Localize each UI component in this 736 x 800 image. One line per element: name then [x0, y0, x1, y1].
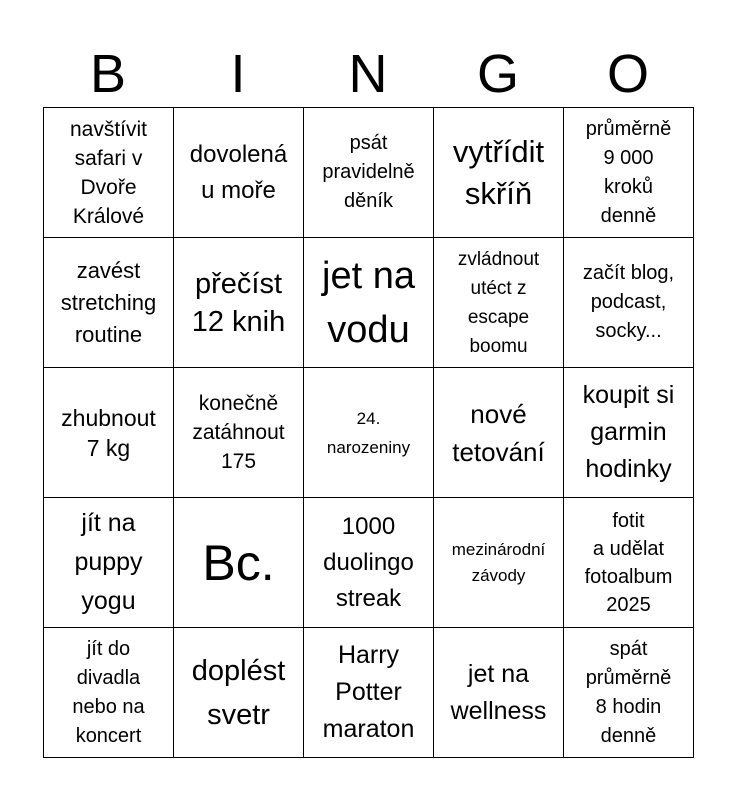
cell-text: mezinárodní závody	[451, 539, 546, 585]
bingo-cell[interactable]	[174, 628, 304, 758]
header-letter-o: O	[606, 44, 649, 104]
cell-text: jet na wellness	[450, 659, 547, 725]
bingo-cell[interactable]	[564, 498, 694, 628]
bingo-cell[interactable]	[434, 108, 564, 238]
bingo-cell[interactable]	[174, 368, 304, 498]
bingo-cell[interactable]	[44, 498, 174, 628]
cell-text: 24. narozeniny	[326, 408, 411, 457]
cell-text: Harry Potter maraton	[322, 641, 415, 743]
cell-text: fotit a udělat fotoalbum 2025	[584, 509, 673, 616]
bingo-grid	[43, 107, 694, 758]
cell-text: navštívit safari v Dvoře Králové	[69, 117, 148, 228]
header-letter-g: G	[476, 44, 519, 104]
cell-text: zavést stretching routine	[60, 257, 157, 347]
cell-text: nové tetování	[452, 398, 545, 467]
bingo-cell[interactable]	[44, 628, 174, 758]
bingo-cell[interactable]	[434, 628, 564, 758]
bingo-cell[interactable]	[44, 108, 174, 238]
bingo-cell[interactable]	[564, 628, 694, 758]
bingo-cell[interactable]	[434, 368, 564, 498]
cell-text: jít na puppy yogu	[74, 509, 143, 615]
bingo-cell[interactable]	[434, 498, 564, 628]
cell-text: zvládnout utéct z escape boomu	[457, 248, 540, 357]
cell-text: jít do divadla nebo na koncert	[72, 637, 145, 747]
bingo-header	[43, 40, 693, 108]
bingo-cell[interactable]	[304, 628, 434, 758]
bingo-cell[interactable]	[304, 368, 434, 498]
cell-text: psát pravidelně děník	[322, 132, 415, 212]
bingo-cell[interactable]	[304, 238, 434, 368]
bingo-cell[interactable]	[44, 368, 174, 498]
cell-text: začít blog, podcast, socky...	[582, 262, 675, 342]
cell-text: koupit si garmin hodinky	[582, 381, 675, 483]
cell-text: 1000 duolingo streak	[323, 512, 414, 612]
cell-text: průměrně 9 000 kroků denně	[585, 117, 672, 227]
bingo-cell[interactable]	[564, 108, 694, 238]
cell-text: dovolená u moře	[189, 140, 288, 204]
bingo-cell[interactable]	[434, 238, 564, 368]
bingo-cell[interactable]	[564, 368, 694, 498]
cell-text: Bc.	[202, 534, 275, 591]
header-letter-n: N	[348, 44, 388, 104]
header-letter-i: I	[230, 44, 246, 104]
cell-text: přečíst 12 knih	[191, 267, 286, 338]
bingo-cell[interactable]	[564, 238, 694, 368]
cell-text: zhubnout 7 kg	[61, 404, 156, 461]
bingo-cell[interactable]	[304, 108, 434, 238]
bingo-cell[interactable]	[174, 238, 304, 368]
cell-text: konečně zatáhnout 175	[192, 392, 285, 473]
bingo-cell[interactable]	[174, 498, 304, 628]
cell-text: spát průměrně 8 hodin denně	[585, 637, 672, 747]
cell-text: doplést svetr	[191, 654, 286, 731]
cell-text: vytřídit skříň	[452, 133, 545, 211]
bingo-cell[interactable]	[174, 108, 304, 238]
header-letter-b: B	[89, 44, 127, 104]
bingo-cell[interactable]	[304, 498, 434, 628]
bingo-cell[interactable]	[44, 238, 174, 368]
cell-text: jet na vodu	[322, 254, 415, 351]
